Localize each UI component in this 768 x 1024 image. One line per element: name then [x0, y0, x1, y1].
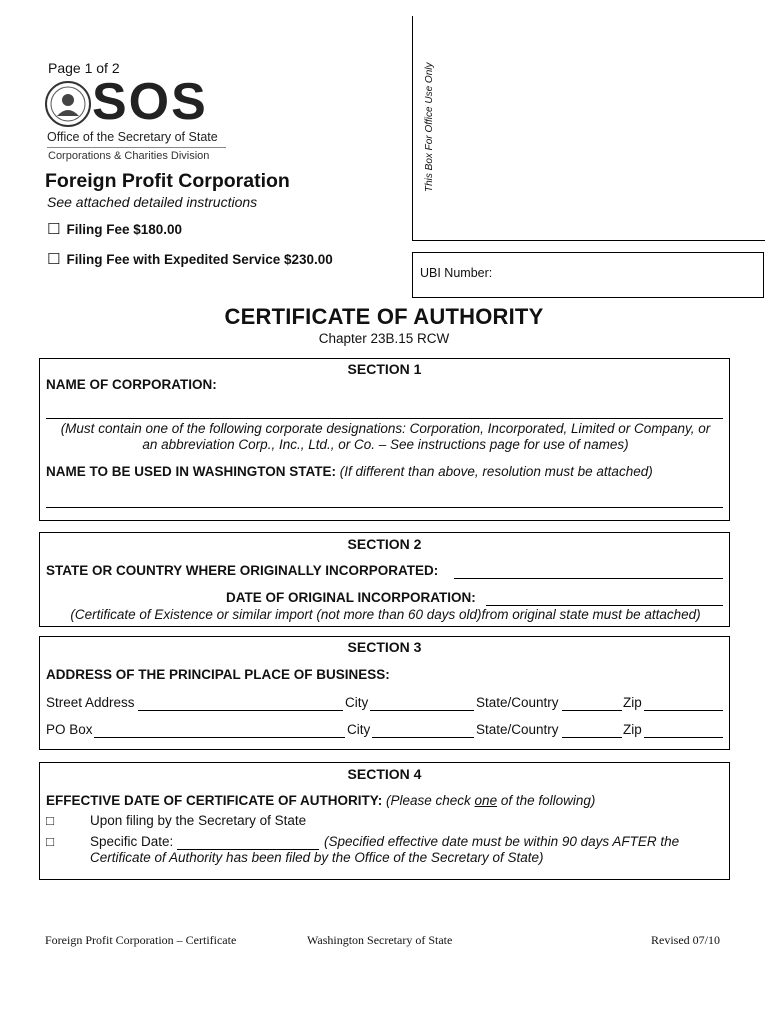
effective-date-note-pre: (Please check — [386, 793, 475, 808]
option-specific-date-checkbox[interactable]: □ — [46, 834, 55, 849]
form-title: Foreign Profit Corporation — [45, 170, 290, 192]
wa-name-note: (If different than above, resolution must be attached) — [339, 464, 653, 479]
effective-date-note-emphasis: one — [474, 793, 498, 808]
section-4-heading: SECTION 4 — [347, 766, 422, 782]
section-2 — [39, 532, 730, 627]
footer-agency: Washington Secretary of State — [307, 933, 453, 947]
po-city-field[interactable] — [372, 737, 474, 738]
office-use-box — [412, 16, 765, 241]
effective-date-label: EFFECTIVE DATE OF CERTIFICATE OF AUTHORITY: — [46, 793, 383, 808]
wa-name-label: NAME TO BE USED IN WASHINGTON STATE: — [46, 464, 337, 479]
footer-form-name: Foreign Profit Corporation – Certificate — [45, 933, 237, 947]
corporation-name-label: NAME OF CORPORATION: — [46, 377, 217, 392]
fee-standard-label: Filing Fee $180.00 — [66, 222, 183, 237]
division-name: Corporations & Charities Division — [48, 150, 210, 162]
principal-address-label: ADDRESS OF THE PRINCIPAL PLACE OF BUSINESS: — [46, 667, 390, 682]
po-zip-field[interactable] — [644, 737, 723, 738]
section-1 — [39, 358, 730, 521]
po-box-label: PO Box — [46, 722, 93, 737]
chapter-reference: Chapter 23B.15 RCW — [318, 331, 450, 346]
logo-divider — [47, 147, 226, 148]
fee-standard-checkbox[interactable]: ☐ — [47, 221, 61, 238]
form-subtitle: See attached detailed instructions — [47, 194, 258, 210]
street-address-label: Street Address — [46, 695, 135, 710]
incorporation-state-label: STATE OR COUNTRY WHERE ORIGINALLY INCORPORATED: — [46, 563, 439, 578]
street-address-field[interactable] — [138, 710, 343, 711]
incorporation-state-field[interactable] — [454, 578, 723, 579]
logo-wordmark: SOS — [92, 73, 208, 131]
street-zip-label: Zip — [623, 695, 642, 710]
fee-expedited-label: Filing Fee with Expedited Service $230.00 — [66, 252, 333, 267]
po-state-field[interactable] — [562, 737, 622, 738]
po-state-label: State/Country — [476, 722, 559, 737]
street-state-label: State/Country — [476, 695, 559, 710]
specific-date-note-2: Certificate of Authority has been filed by the Office of the Secretary of State) — [90, 850, 544, 865]
option-upon-filing-label: Upon filing by the Secretary of State — [90, 813, 307, 828]
wa-name-row — [46, 464, 653, 479]
option-upon-filing-checkbox[interactable]: □ — [46, 813, 55, 828]
wa-name-field[interactable] — [46, 507, 723, 508]
footer-revision: Revised 07/10 — [651, 933, 720, 947]
street-zip-field[interactable] — [644, 710, 723, 711]
corporation-name-note-1: (Must contain one of the following corporate designations: Corporation, Incorporated, Limited or Company, or — [60, 421, 711, 436]
incorporation-date-label: DATE OF ORIGINAL INCORPORATION: — [226, 590, 476, 605]
street-city-field[interactable] — [370, 710, 474, 711]
incorporation-date-field[interactable] — [486, 605, 723, 606]
certificate-title: CERTIFICATE OF AUTHORITY — [224, 304, 544, 329]
effective-date-row — [46, 793, 595, 808]
po-city-label: City — [347, 722, 371, 737]
street-state-field[interactable] — [562, 710, 622, 711]
effective-date-note-post: of the following) — [497, 793, 596, 808]
section-3 — [39, 636, 730, 750]
ubi-number-label: UBI Number: — [420, 266, 493, 280]
po-zip-label: Zip — [623, 722, 642, 737]
po-box-field[interactable] — [94, 737, 345, 738]
fee-option-expedited — [47, 250, 333, 268]
incorporation-note: (Certificate of Existence or similar import (not more than 60 days old)from original state must be attached) — [70, 607, 701, 622]
corporation-name-field[interactable] — [46, 418, 723, 419]
fee-expedited-checkbox[interactable]: ☐ — [47, 251, 61, 268]
section-2-heading: SECTION 2 — [347, 536, 422, 552]
section-4 — [39, 762, 730, 880]
corporation-name-note-2: an abbreviation Corp., Inc., Ltd., or Co. – See instructions page for use of names) — [142, 437, 629, 452]
office-use-label: This Box For Office Use Only — [424, 62, 435, 192]
office-name: Office of the Secretary of State — [47, 130, 218, 144]
specific-date-note-1: (Specified effective date must be within 90 days AFTER the — [324, 834, 680, 849]
section-1-heading: SECTION 1 — [347, 361, 422, 377]
fee-option-standard — [47, 220, 182, 238]
section-3-heading: SECTION 3 — [347, 639, 422, 655]
option-specific-date-label: Specific Date: — [90, 834, 174, 849]
page-number: Page 1 of 2 — [48, 60, 120, 76]
street-city-label: City — [345, 695, 369, 710]
